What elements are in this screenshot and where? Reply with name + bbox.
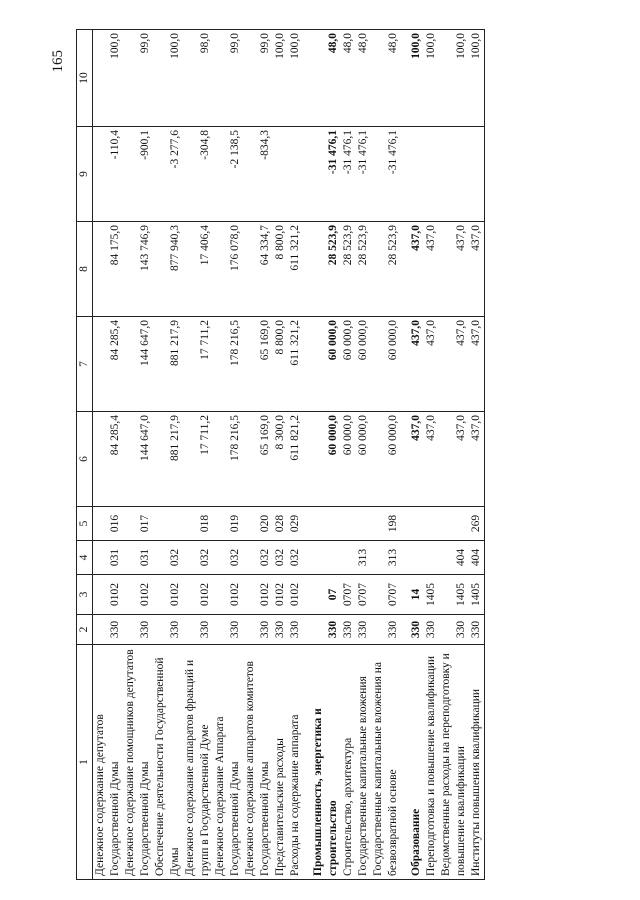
cell-col-5: 020 [243,507,273,541]
cell-col-5 [311,507,341,541]
cell-col-5 [356,507,371,541]
cell-col-3: 0707 [356,575,371,615]
spacer-cell [401,127,409,222]
cell-col-8: 28 523,9 [356,222,371,317]
cell-col-3: 0102 [213,575,243,615]
table-row [424,30,439,880]
table-row [409,30,424,880]
cell-col-5: 198 [371,507,401,541]
cell-col-5 [341,507,356,541]
cell-col-10: 48,0 [341,30,356,127]
row-label: Строительство, архитектура [341,645,356,880]
cell-col-4: 032 [273,541,288,575]
spacer-cell [303,645,311,880]
cell-col-9 [424,127,439,222]
cell-col-7: 437,0 [439,317,469,412]
table-row [93,30,124,880]
cell-col-4: 031 [123,541,153,575]
cell-col-6: 437,0 [439,412,469,507]
cell-col-6: 84 285,4 [93,412,124,507]
cell-col-6: 8 300,0 [273,412,288,507]
cell-col-2: 330 [356,615,371,645]
cell-col-5: 029 [288,507,303,541]
cell-col-9: -900,1 [123,127,153,222]
cell-col-3: 0102 [288,575,303,615]
cell-col-3: 14 [409,575,424,615]
spacer-cell [303,127,311,222]
table-row [371,30,401,880]
cell-col-10: 48,0 [356,30,371,127]
cell-col-8: 28 523,9 [311,222,341,317]
cell-col-5: 028 [273,507,288,541]
cell-col-4: 313 [356,541,371,575]
cell-col-4: 032 [243,541,273,575]
row-label: Расходы на содержание аппарата [288,645,303,880]
cell-col-10: 100,0 [424,30,439,127]
table-row [356,30,371,880]
cell-col-8: 64 334,7 [243,222,273,317]
cell-col-8: 437,0 [469,222,485,317]
cell-col-7: 437,0 [424,317,439,412]
column-header-6: 6 [77,412,93,507]
cell-col-7: 60 000,0 [371,317,401,412]
cell-col-10: 48,0 [371,30,401,127]
table-body [93,30,485,880]
cell-col-5: 018 [183,507,213,541]
cell-col-5 [439,507,469,541]
spacer-cell [303,507,311,541]
cell-col-4: 031 [93,541,124,575]
cell-col-9: -3 277,6 [153,127,183,222]
cell-col-9: -31 476,1 [356,127,371,222]
cell-col-4 [311,541,341,575]
spacer-cell [401,541,409,575]
cell-col-7: 65 169,0 [243,317,273,412]
cell-col-8: 28 523,9 [341,222,356,317]
cell-col-10: 100,0 [153,30,183,127]
cell-col-9: -2 138,5 [213,127,243,222]
table-row [341,30,356,880]
cell-col-7: 437,0 [469,317,485,412]
cell-col-2: 330 [213,615,243,645]
cell-col-10: 100,0 [439,30,469,127]
cell-col-2: 330 [439,615,469,645]
column-header-9: 9 [77,127,93,222]
row-label: Представительские расходы [273,645,288,880]
column-header-2: 2 [77,615,93,645]
cell-col-6: 144 647,0 [123,412,153,507]
column-header-7: 7 [77,317,93,412]
cell-col-9: -110,4 [93,127,124,222]
cell-col-2: 330 [243,615,273,645]
table-row [469,30,485,880]
cell-col-3: 0102 [153,575,183,615]
column-header-4: 4 [77,541,93,575]
row-label: Денежное содержание аппаратов комитетов Государственной Думы [243,645,273,880]
cell-col-9 [469,127,485,222]
row-label: Ведомственные расходы на переподготовку и повышение квалификации [439,645,469,880]
table-row [288,30,303,880]
cell-col-4: 032 [153,541,183,575]
cell-col-3: 1405 [439,575,469,615]
cell-col-8: 8 800,0 [273,222,288,317]
cell-col-9 [409,127,424,222]
cell-col-4: 032 [288,541,303,575]
spacer-cell [303,541,311,575]
cell-col-6: 60 000,0 [371,412,401,507]
spacer-cell [303,575,311,615]
cell-col-6: 60 000,0 [311,412,341,507]
cell-col-4 [409,541,424,575]
budget-table [76,29,485,880]
cell-col-7: 144 647,0 [123,317,153,412]
column-header-3: 3 [77,575,93,615]
cell-col-8: 437,0 [424,222,439,317]
cell-col-6: 437,0 [469,412,485,507]
cell-col-3: 07 [311,575,341,615]
spacer-cell [401,222,409,317]
spacer-cell [401,30,409,127]
cell-col-2: 330 [123,615,153,645]
cell-col-3: 0102 [243,575,273,615]
cell-col-9: -304,8 [183,127,213,222]
cell-col-5 [409,507,424,541]
cell-col-4: 032 [183,541,213,575]
cell-col-4: 032 [213,541,243,575]
cell-col-3: 0102 [93,575,124,615]
cell-col-10: 100,0 [273,30,288,127]
cell-col-10: 100,0 [469,30,485,127]
cell-col-2: 330 [424,615,439,645]
spacer-cell [303,222,311,317]
cell-col-4 [341,541,356,575]
cell-col-2: 330 [288,615,303,645]
cell-col-6: 881 217,9 [153,412,183,507]
row-label: Государственные капитальные вложения [356,645,371,880]
cell-col-4 [424,541,439,575]
cell-col-8: 17 406,4 [183,222,213,317]
cell-col-8: 437,0 [439,222,469,317]
cell-col-5: 017 [123,507,153,541]
cell-col-5: 019 [213,507,243,541]
cell-col-8: 28 523,9 [371,222,401,317]
cell-col-2: 330 [153,615,183,645]
cell-col-2: 330 [469,615,485,645]
cell-col-6: 60 000,0 [356,412,371,507]
cell-col-9 [273,127,288,222]
cell-col-10: 99,0 [243,30,273,127]
cell-col-7: 881 217,9 [153,317,183,412]
cell-col-7: 60 000,0 [311,317,341,412]
cell-col-2: 330 [183,615,213,645]
cell-col-8: 176 078,0 [213,222,243,317]
cell-col-7: 60 000,0 [356,317,371,412]
cell-col-4: 313 [371,541,401,575]
table-row [123,30,153,880]
spacer-cell [401,412,409,507]
cell-col-2: 330 [273,615,288,645]
spacer-cell [401,615,409,645]
table-row [439,30,469,880]
cell-col-10: 99,0 [213,30,243,127]
cell-col-9: -31 476,1 [371,127,401,222]
table-header-row [77,30,93,880]
cell-col-4: 404 [439,541,469,575]
cell-col-3: 0102 [123,575,153,615]
row-label: Денежное содержание аппаратов фракций и групп в Государственной Думе [183,645,213,880]
cell-col-7: 17 711,2 [183,317,213,412]
cell-col-5 [424,507,439,541]
cell-col-7: 178 216,5 [213,317,243,412]
row-label: Обеспечение деятельности Государственной Думы [153,645,183,880]
cell-col-8: 84 175,0 [93,222,124,317]
spacer-row [401,30,409,880]
row-label: Институты повышения квалификации [469,645,485,880]
cell-col-7: 611 321,2 [288,317,303,412]
cell-col-8: 611 321,2 [288,222,303,317]
cell-col-10: 48,0 [311,30,341,127]
cell-col-10: 99,0 [123,30,153,127]
table-row [183,30,213,880]
cell-col-2: 330 [93,615,124,645]
table-row [311,30,341,880]
cell-col-10: 100,0 [409,30,424,127]
cell-col-9: -834,3 [243,127,273,222]
row-label: Переподготовка и повышение квалификации [424,645,439,880]
cell-col-4: 404 [469,541,485,575]
cell-col-9: -31 476,1 [311,127,341,222]
rotated-page [48,30,626,880]
cell-col-6: 65 169,0 [243,412,273,507]
column-header-1: 1 [77,645,93,880]
column-header-10: 10 [77,30,93,127]
cell-col-9 [288,127,303,222]
spacer-cell [303,412,311,507]
cell-col-9 [439,127,469,222]
cell-col-2: 330 [409,615,424,645]
spacer-cell [303,317,311,412]
cell-col-2: 330 [311,615,341,645]
cell-col-7: 8 800,0 [273,317,288,412]
row-label: Денежное содержание депутатов Государственной Думы [93,645,124,880]
cell-col-10: 100,0 [288,30,303,127]
cell-col-8: 437,0 [409,222,424,317]
row-label: Денежное содержание Аппарата Государственной Думы [213,645,243,880]
cell-col-8: 877 940,3 [153,222,183,317]
cell-col-2: 330 [341,615,356,645]
cell-col-9: -31 476,1 [341,127,356,222]
row-label: Промышленность, энергетика и строительство [311,645,341,880]
spacer-cell [303,30,311,127]
row-label: Денежное содержание помощников депутатов Государственной Думы [123,645,153,880]
cell-col-6: 611 821,2 [288,412,303,507]
spacer-cell [401,645,409,880]
cell-col-6: 437,0 [409,412,424,507]
cell-col-7: 437,0 [409,317,424,412]
cell-col-7: 84 285,4 [93,317,124,412]
cell-col-6: 437,0 [424,412,439,507]
cell-col-8: 143 746,9 [123,222,153,317]
column-header-5: 5 [77,507,93,541]
cell-col-5: 016 [93,507,124,541]
cell-col-6: 178 216,5 [213,412,243,507]
row-label: Государственные капитальные вложения на безвозвратной основе [371,645,401,880]
cell-col-6: 17 711,2 [183,412,213,507]
cell-col-3: 1405 [469,575,485,615]
cell-col-5 [153,507,183,541]
spacer-cell [401,317,409,412]
cell-col-3: 0102 [273,575,288,615]
cell-col-3: 0102 [183,575,213,615]
row-label: Образование [409,645,424,880]
spacer-cell [303,615,311,645]
cell-col-5: 269 [469,507,485,541]
cell-col-10: 100,0 [93,30,124,127]
cell-col-3: 1405 [424,575,439,615]
spacer-row [303,30,311,880]
spacer-cell [401,575,409,615]
cell-col-7: 60 000,0 [341,317,356,412]
page-number: 165 [50,50,66,73]
table-row [153,30,183,880]
cell-col-10: 98,0 [183,30,213,127]
cell-col-6: 60 000,0 [341,412,356,507]
cell-col-2: 330 [371,615,401,645]
table-row [213,30,243,880]
table-row [243,30,273,880]
spacer-cell [401,507,409,541]
cell-col-3: 0707 [341,575,356,615]
cell-col-3: 0707 [371,575,401,615]
column-header-8: 8 [77,222,93,317]
table-row [273,30,288,880]
